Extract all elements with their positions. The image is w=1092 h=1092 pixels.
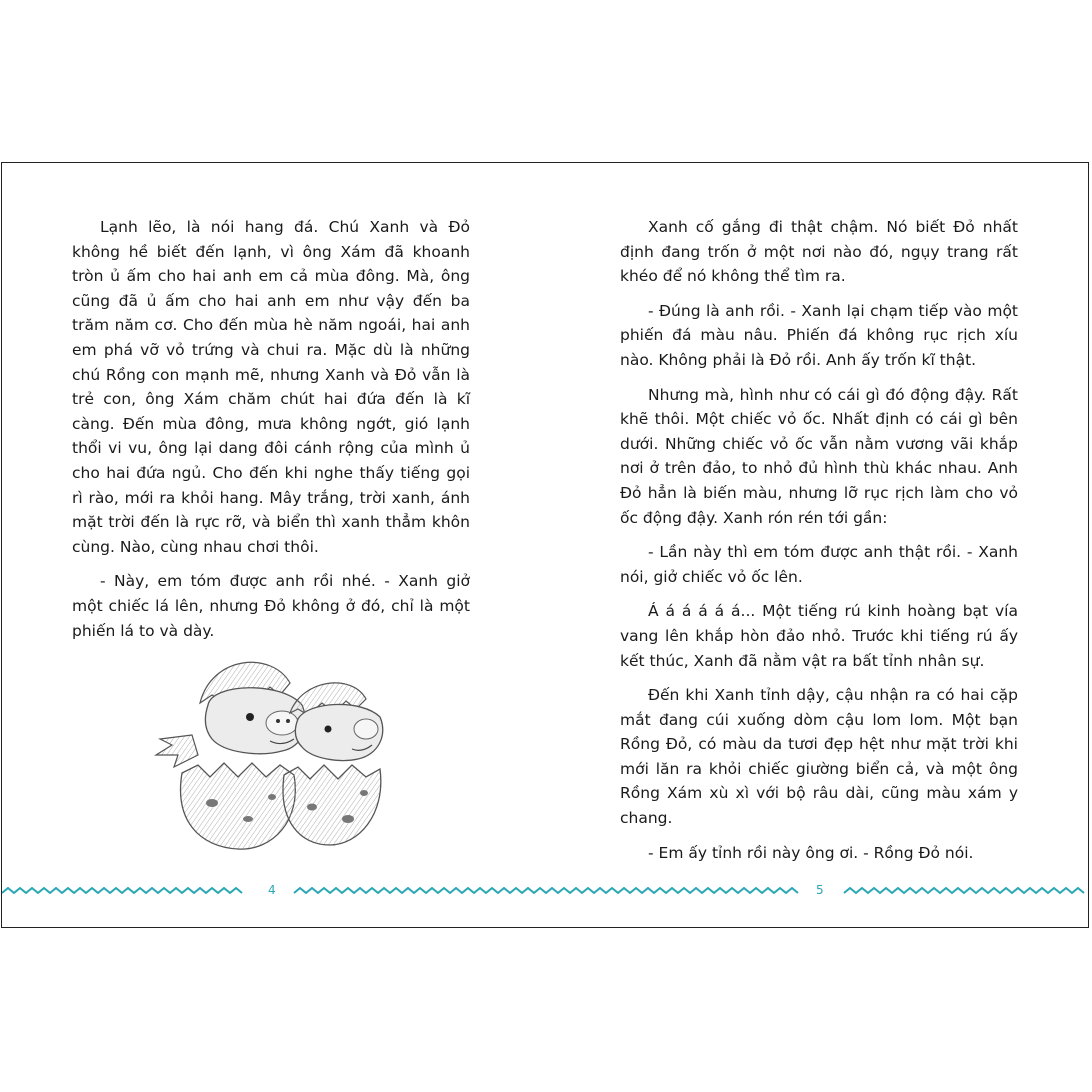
left-page-text [72,215,470,653]
page-number-left: 4 [268,883,276,897]
wave-divider-3 [844,888,1084,893]
right-paragraph-5: Á á á á á á... Một tiếng rú kinh hoàng bạt vía vang lên khắp hòn đảo nhỏ. Trước khi tiếng rú ấy kết thúc, Xanh đã nằm vật ra bất tỉnh nhân sự. [620,602,1018,670]
page-number-right: 5 [816,883,824,897]
left-paragraph-2: - Này, em tóm được anh rồi nhé. - Xanh giở một chiếc lá lên, nhưng Đỏ không ở đó, chỉ là một phiến lá to và dày. [72,572,470,640]
right-paragraph-7: - Em ấy tỉnh rồi này ông ơi. - Rồng Đỏ nói. [648,843,974,862]
right-paragraph-4: - Lần này thì em tóm được anh thật rồi. - Xanh nói, giở chiếc vỏ ốc lên. [620,543,1018,586]
right-paragraph-6: Đến khi Xanh tỉnh dậy, cậu nhận ra có hai cặp mắt đang cúi xuống dòm cậu lom lom. Một bạn Rồng Đỏ, có màu da tươi đẹp hệt như mặt trời khi mới lăn ra khỏi chiếc giường biển cả, và một ông Rồng Xám xù xì với bộ râu dài, cũng màu xám y chang. [620,686,1018,828]
book-spread [1,162,1089,928]
right-paragraph-1: Xanh cố gắng đi thật chậm. Nó biết Đỏ nhất định đang trốn ở một nơi nào đó, ngụy trang rất khéo để nó không thể tìm ra. [620,218,1018,286]
wave-divider-1 [2,888,242,893]
page-footer [2,881,1090,905]
right-paragraph-2: - Đúng là anh rồi. - Xanh lại chạm tiếp vào một phiến đá màu nâu. Phiến đá không rục rịch xíu nào. Không phải là Đỏ rồi. Anh ấy trốn kĩ thật. [620,301,1018,369]
right-paragraph-3: Nhưng mà, hình như có cái gì đó động đậy. Rất khẽ thôi. Một chiếc vỏ ốc. Nhất định có cái gì bên dưới. Những chiếc vỏ ốc vẫn nằm vương vãi khắp nơi ở trên đảo, to nhỏ đủ hình thù khác nhau. Anh Đỏ hẳn là biến màu, nhưng lỡ rục rịch làm cho vỏ ốc động đậy. Xanh rón rén tới gần: [620,385,1018,527]
wave-divider-2 [294,888,798,893]
right-page-text [620,215,1018,875]
left-paragraph-1: Lạnh lẽo, là nói hang đá. Chú Xanh và Đỏ không hề biết đến lạnh, vì ông Xám đã khoanh tròn ủ ấm cho hai anh em cả mùa đông. Mà, ông cũng đã ủ ấm cho hai anh em như vậy đến ba trăm năm cơ. Cho đến mùa hè năm ngoái, hai anh em phá vỡ vỏ trứng và chui ra. Mặc dù là những chú Rồng con mạnh mẽ, nhưng Xanh và Đỏ vẫn là trẻ con, ông Xám chăm chút hai đứa đến là kĩ càng. Đến mùa đông, mưa không ngớt, gió lạnh thổi vi vu, ông lại dang đôi cánh rộng của mình ủ cho hai đứa ngủ. Cho đến khi nghe thấy tiếng gọi rì rào, mới ra khỏi hang. Mây trắng, trời xanh, ánh mặt trời đến là rực rỡ, và biển thì xanh thẳm khôn cùng. Nào, cùng nhau chơi thôi. [72,218,470,556]
baby-dragons-in-eggs-icon [152,643,392,853]
